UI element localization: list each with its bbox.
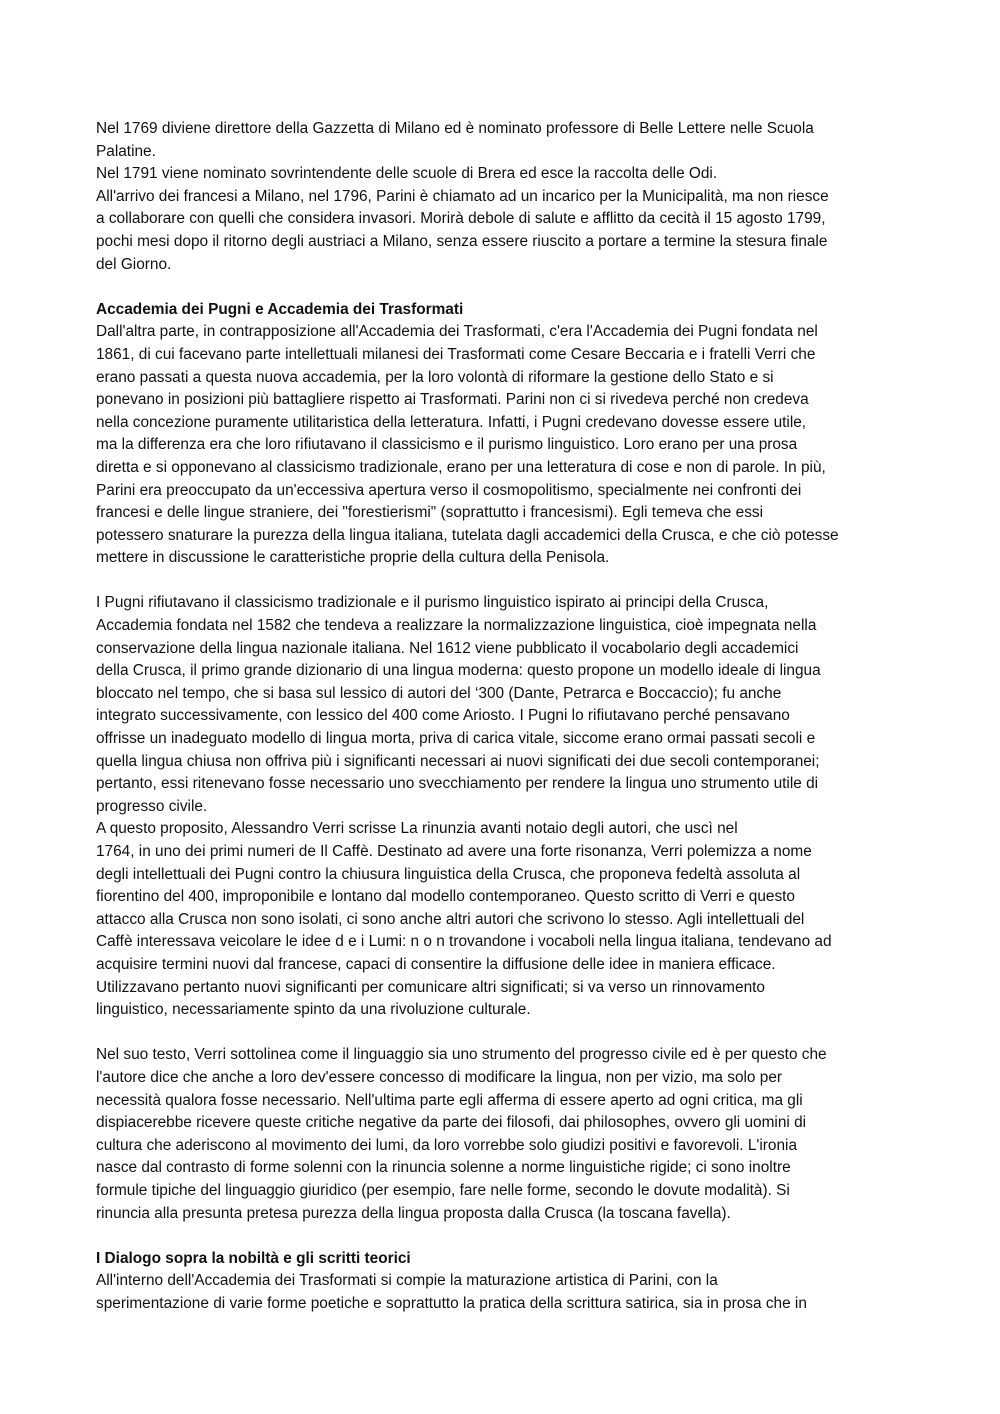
text-line: Utilizzavano pertanto nuovi significanti per comunicare altri significati; si va verso un rinnovamento bbox=[96, 978, 765, 996]
text-line: A questo proposito, Alessandro Verri scrisse La rinunzia avanti notaio degli autori, che uscì nel bbox=[96, 820, 738, 838]
section-heading: I Dialogo sopra la nobiltà e gli scritti teorici bbox=[96, 1249, 411, 1267]
text-line: Nel 1791 viene nominato sovrintendente delle scuole di Brera ed esce la raccolta delle Odi. bbox=[96, 165, 718, 183]
text-line: erano passati a questa nuova accademia, per la loro volontà di riformare la gestione dello Stato e si bbox=[96, 368, 774, 386]
text-line: Parini era preoccupato da un'eccessiva apertura verso il cosmopolitismo, specialmente nei confronti dei bbox=[96, 481, 802, 499]
text-line: ma la differenza era che loro rifiutavano il classicismo e il purismo linguistico. Loro erano per una prosa bbox=[96, 436, 798, 454]
section-heading: Accademia dei Pugni e Accademia dei Trasformati bbox=[96, 300, 464, 318]
text-line: All'interno dell'Accademia dei Trasformati si compie la maturazione artistica di Parini, con la bbox=[96, 1272, 718, 1290]
text-line: potessero snaturare la purezza della lingua italiana, tutelata dagli accademici della Crusca, e che ciò potesse bbox=[96, 526, 839, 544]
text-line: Accademia fondata nel 1582 che tendeva a realizzare la normalizzazione linguistica, cioè impegnata nella bbox=[96, 617, 817, 635]
paragraph-gap bbox=[96, 570, 914, 593]
paragraph-gap bbox=[96, 276, 914, 299]
text-line: necessità qualora fosse necessario. Nell'ultima parte egli afferma di essere aperto ad ogni critica, ma gli bbox=[96, 1091, 803, 1109]
paragraph-p5 bbox=[96, 1248, 914, 1316]
text-line: del Giorno. bbox=[96, 255, 172, 273]
text-line: sperimentazione di varie forme poetiche e soprattutto la pratica della scrittura satirica, sia in prosa che in bbox=[96, 1294, 807, 1312]
text-line: linguistico, necessariamente spinto da una rivoluzione culturale. bbox=[96, 1001, 531, 1019]
text-line: All'arrivo dei francesi a Milano, nel 1796, Parini è chiamato ad un incarico per la Municipalità, ma non riesce bbox=[96, 187, 829, 205]
paragraph-gap bbox=[96, 1022, 914, 1045]
text-line: nasce dal contrasto di forme solenni con la rinuncia solenne a norme linguistiche rigide; ci sono inoltre bbox=[96, 1159, 791, 1177]
text-line: bloccato nel tempo, che si basa sul lessico di autori del ‘300 (Dante, Petrarca e Boccaccio); fu anche bbox=[96, 684, 782, 702]
text-line: quella lingua chiusa non offriva più i significanti necessari ai nuovi significati dei due secoli contemporanei; bbox=[96, 752, 820, 770]
text-line: 1764, in uno dei primi numeri de Il Caffè. Destinato ad avere una forte risonanza, Verri polemizza a nome bbox=[96, 843, 812, 860]
text-line: rinuncia alla presunta pretesa purezza della lingua proposta dalla Crusca (la toscana favella). bbox=[96, 1204, 731, 1222]
text-line: Nel suo testo, Verri sottolinea come il linguaggio sia uno strumento del progresso civile ed è per questo che bbox=[96, 1046, 827, 1064]
text-line: nella concezione puramente utilitaristica della letteratura. Infatti, i Pugni credevano dovesse essere utile, bbox=[96, 413, 807, 431]
text-line: ponevano in posizioni più battagliere rispetto ai Trasformati. Parini non ci si rivedeva perché non credeva bbox=[96, 391, 809, 409]
text-line: 1861, di cui facevano parte intellettuali milanesi dei Trasformati come Cesare Beccaria e i fratelli Verri che bbox=[96, 345, 816, 363]
text-line: conservazione della lingua nazionale italiana. Nel 1612 viene pubblicato il vocabolario degli accademici bbox=[96, 639, 799, 657]
text-line: progresso civile. bbox=[96, 797, 208, 815]
text-line: diretta e si opponevano al classicismo tradizionale, erano per una letteratura di cose e non di parole. In più, bbox=[96, 458, 826, 476]
text-line: attacco alla Crusca non sono isolati, ci sono anche altri autori che scrivono lo stesso. Agli intellettuali del bbox=[96, 910, 805, 928]
text-line: formule tipiche del linguaggio giuridico (per esempio, fare nelle forme, secondo le dovute modalità). Si bbox=[96, 1181, 790, 1199]
paragraph-p3 bbox=[96, 592, 914, 1021]
text-line: francesi e delle lingue straniere, dei "forestierismi" (soprattutto i francesismi). Egli temeva che essi bbox=[96, 504, 764, 522]
text-line: a collaborare con quelli che considera invasori. Morirà debole di salute e afflitto da cecità il 15 agosto 1799, bbox=[96, 210, 826, 228]
paragraph-p2 bbox=[96, 299, 914, 570]
paragraph-gap bbox=[96, 1225, 914, 1248]
text-line: offrisse un inadeguato modello di lingua morta, priva di carica vitale, siccome erano ormai passati secoli e bbox=[96, 730, 816, 748]
text-line: l'autore dice che anche a loro dev'essere concesso di modificare la lingua, non per vizio, ma solo per bbox=[96, 1068, 783, 1086]
text-line: pochi mesi dopo il ritorno degli austriaci a Milano, senza essere riuscito a portare a termine la stesura finale bbox=[96, 232, 828, 250]
paragraph-p1 bbox=[96, 118, 914, 276]
text-line: della Crusca, il primo grande dizionario di una lingua moderna: questo propone un modello ideale di lingua bbox=[96, 662, 821, 680]
text-line: acquisire termini nuovi dal francese, capaci di consentire la diffusione delle idee in maniera efficace. bbox=[96, 955, 776, 973]
text-line: Caffè interessava veicolare le idee d e i Lumi: n o n trovandone i vocaboli nella lingua italiana, tendevano ad bbox=[96, 933, 832, 951]
text-line: integrato successivamente, con lessico del 400 come Ariosto. I Pugni lo rifiutavano perché pensavano bbox=[96, 707, 790, 725]
text-line: Palatine. bbox=[96, 142, 156, 160]
text-line: degli intellettuali dei Pugni contro la chiusura linguistica della Crusca, che proponeva fedeltà assoluta al bbox=[96, 865, 801, 883]
text-line: Nel 1769 diviene direttore della Gazzetta di Milano ed è nominato professore di Belle Lettere nelle Scuola bbox=[96, 120, 814, 137]
paragraph-p4 bbox=[96, 1044, 914, 1225]
text-line: fiorentino del 400, improponibile e lontano dal modello contemporaneo. Questo scritto di Verri e questo bbox=[96, 888, 795, 906]
text-line: I Pugni rifiutavano il classicismo tradizionale e il purismo linguistico ispirato ai principi della Crusca, bbox=[96, 594, 769, 612]
text-line: mettere in discussione le caratteristiche proprie della cultura della Penisola. bbox=[96, 549, 610, 567]
text-line: dispiacerebbe ricevere queste critiche negative da parte dei filosofi, dai philosophes, ovvero gli uomini di bbox=[96, 1114, 807, 1132]
text-line: Dall'altra parte, in contrapposizione all'Accademia dei Trasformati, c'era l'Accademia dei Pugni fondata nel bbox=[96, 323, 818, 341]
text-line: pertanto, essi ritenevano fosse necessario uno svecchiamento per rendere la lingua uno strumento utile di bbox=[96, 775, 819, 793]
text-line: cultura che aderiscono al movimento dei lumi, da loro vorrebbe solo giudizi positivi e favorevoli. L'ironia bbox=[96, 1136, 798, 1154]
document-page bbox=[96, 118, 914, 1315]
